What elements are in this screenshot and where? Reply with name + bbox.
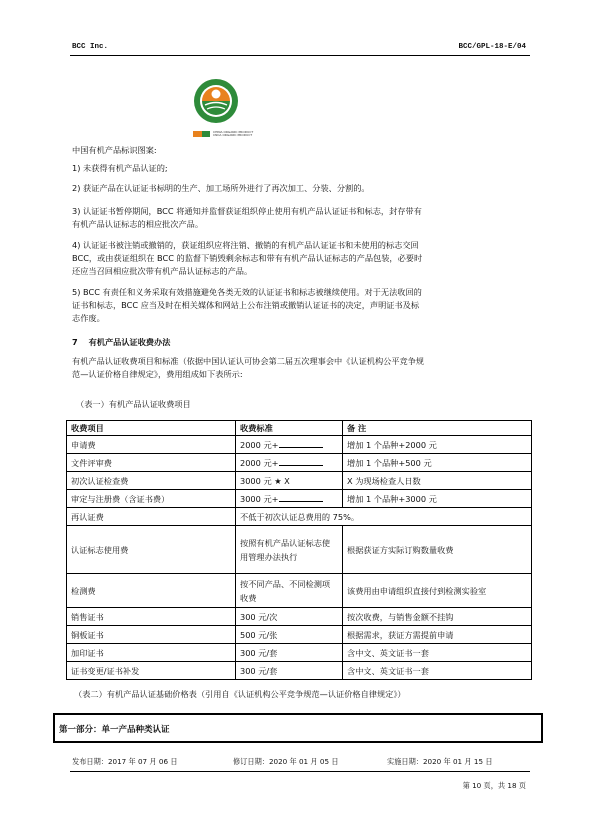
table-row — [67, 472, 532, 490]
cell-note: 含中文、英文证书一套 — [343, 644, 532, 662]
cell-standard — [236, 436, 343, 454]
header-doc-code: BCC/GPL-18-E/04 — [458, 43, 526, 51]
cell-item: 认证标志使用费 — [67, 526, 236, 574]
section-intro-line2: 范—认证价格自律规定》，费用组成如下表所示: — [72, 369, 243, 379]
cell-note: 根据需求，获证方需提前申请 — [343, 626, 532, 644]
table-row — [67, 508, 532, 526]
cell-item: 申请费 — [67, 436, 236, 454]
cell-standard — [236, 490, 343, 508]
logo-caption-line2: CNCA ORGANIC PRODUCT — [213, 133, 253, 137]
cell-note: X 为现场检查人日数 — [343, 472, 532, 490]
footer-page-number: 第 10 页，共 18 页 — [462, 781, 526, 790]
table-row — [67, 436, 532, 454]
cell-standard: 按不同产品、不同检测项收费 — [236, 574, 343, 608]
item-4-line1: 4) 认证证书被注销或撤销的，获证组织应将注销、撤销的有机产品认证证书和未使用的标志交回 — [72, 240, 419, 250]
item-4-line3: 还应当召回相应批次带有机产品认证标志的产品。 — [72, 266, 253, 276]
table2-caption: （表二）有机产品认证基础价格表（引用自《认证机构公平竞争规范—认证价格自律规定》） — [74, 689, 406, 699]
cell-standard: 300 元/次 — [236, 608, 343, 626]
cell-note: 增加 1 个品种+3000 元 — [343, 490, 532, 508]
cell-note: 按次收费，与销售金额不挂钩 — [343, 608, 532, 626]
item-3-line2: 有机产品认证标志的相应批次产品。 — [72, 219, 204, 229]
footer-issue-date: 发布日期：2017 年 07 月 06 日 — [72, 757, 178, 766]
item-5 — [72, 286, 527, 325]
item-3-line1: 3) 认证证书暂停期间，BCC 将通知并监督获证组织停止使用有机产品认证证书和标志，封存带有 — [72, 206, 422, 216]
cell-standard: 3000 元 ★ X — [236, 472, 343, 490]
footer-effective-date: 实施日期：2020 年 01 月 15 日 — [387, 757, 493, 766]
fill-blank — [279, 493, 323, 502]
item-2: 2) 获证产品在认证证书标明的生产、加工场所外进行了再次加工、分装、分割的。 — [72, 183, 370, 193]
cell-item: 证书变更/证书补发 — [67, 662, 236, 680]
header-company: BCC Inc. — [72, 43, 109, 51]
cell-note: 根据获证方实际订购数量收费 — [343, 526, 532, 574]
table1-caption: （表一）有机产品认证收费项目 — [76, 399, 191, 409]
cell-standard-text: 2000 元+ — [240, 439, 279, 450]
item-3 — [72, 205, 527, 231]
section-intro — [72, 355, 527, 381]
cell-item: 铜板证书 — [67, 626, 236, 644]
fill-blank — [279, 439, 323, 448]
cell-item: 加印证书 — [67, 644, 236, 662]
col-header-item: 收费项目 — [67, 421, 236, 436]
cell-standard — [236, 454, 343, 472]
section-number: 7 — [72, 337, 78, 347]
cell-item: 销售证书 — [67, 608, 236, 626]
part-one-box — [53, 713, 543, 743]
section-title: 有机产品认证收费办法 — [88, 337, 171, 347]
cell-standard: 300 元/套 — [236, 662, 343, 680]
cell-item: 再认证费 — [67, 508, 236, 526]
cell-note: 该费用由申请组织直接付到检测实验室 — [343, 574, 532, 608]
cell-standard: 300 元/套 — [236, 644, 343, 662]
logo-intro: 中国有机产品标识图案: — [72, 145, 157, 155]
cell-standard: 500 元/张 — [236, 626, 343, 644]
cell-item: 文件评审费 — [67, 454, 236, 472]
item-4-line2: BCC，或由获证组织在 BCC 的监督下销毁剩余标志和带有有机产品认证标志的产品包装，必要时 — [72, 253, 423, 263]
cell-item: 审定与注册费（含证书费） — [67, 490, 236, 508]
item-5-line2: 证书和标志，BCC 应当及时在相关媒体和网站上公布注销或撤销认证证书的决定，声明证书及标 — [72, 300, 420, 310]
footer-rule — [70, 771, 530, 772]
part-one-title: 第一部分：单一产品种类认证 — [59, 725, 170, 735]
item-1: 1) 未获得有机产品认证的; — [72, 163, 168, 173]
table-row — [67, 626, 532, 644]
table-row — [67, 644, 532, 662]
cell-standard: 按照有机产品认证标志使用管理办法执行 — [236, 526, 343, 574]
cell-note: 增加 1 个品种+500 元 — [343, 454, 532, 472]
item-5-line3: 志作废。 — [72, 313, 105, 323]
section-intro-line1: 有机产品认证收费项目和标准（依据中国认证认可协会第二届五次理事会中《认证机构公平竞争规 — [72, 356, 425, 366]
fill-blank — [279, 457, 323, 466]
fee-table — [66, 420, 532, 680]
cell-standard-text: 2000 元+ — [240, 457, 279, 468]
section-heading — [72, 336, 527, 349]
table-row — [67, 526, 532, 574]
cell-standard-text: 3000 元+ — [240, 493, 279, 504]
table-row — [67, 454, 532, 472]
table-row — [67, 574, 532, 608]
item-4 — [72, 239, 527, 278]
logo-caption — [193, 131, 253, 137]
header-rule — [70, 55, 530, 56]
logo-caption-line1: CHINA ORGANIC PRODUCT — [213, 130, 254, 134]
table-header-row — [67, 421, 532, 436]
cell-standard: 不低于初次认证总费用的 75%。 — [236, 508, 532, 526]
item-5-line1: 5) BCC 有责任和义务采取有效措施避免各类无效的认证证书和标志被继续使用。对于无法收回的 — [72, 287, 422, 297]
cell-item: 初次认证检查费 — [67, 472, 236, 490]
organic-logo — [193, 78, 239, 124]
footer-revision-date: 修订日期：2020 年 01 月 05 日 — [233, 757, 339, 766]
col-header-note: 备 注 — [343, 421, 532, 436]
cell-note: 含中文、英文证书一套 — [343, 662, 532, 680]
cell-item: 检测费 — [67, 574, 236, 608]
table-row — [67, 662, 532, 680]
col-header-standard: 收费标准 — [236, 421, 343, 436]
table-row — [67, 608, 532, 626]
cell-note: 增加 1 个品种+2000 元 — [343, 436, 532, 454]
table-row — [67, 490, 532, 508]
